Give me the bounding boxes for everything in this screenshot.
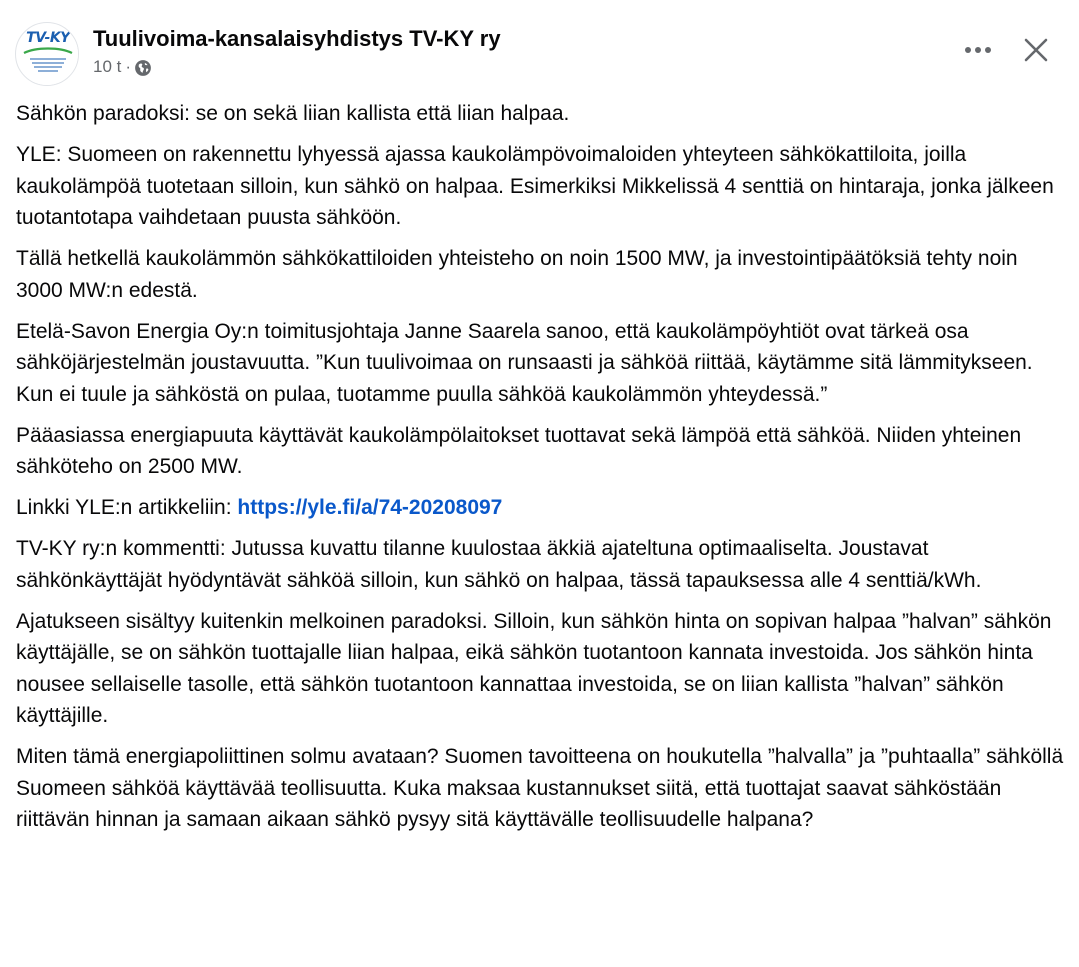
globe-icon[interactable] [134, 59, 152, 77]
article-link[interactable]: https://yle.fi/a/74-20208097 [237, 496, 503, 519]
link-prefix: Linkki YLE:n artikkeliin: [16, 496, 238, 519]
post-body [16, 98, 1066, 845]
page-name-link[interactable]: Tuulivoima-kansalaisyhdistys TV-KY ry [93, 26, 501, 51]
post-paragraph: Etelä-Savon Energia Oy:n toimitusjohtaja Janne Saarela sanoo, että kaukolämpöyhtiöt ovat tärkeä osa sähköjärjestelmän joustavuutta. ”Kun tuulivoimaa on runsaasti ja sähköä riittää, käytämme sitä lämmitykseen. Kun ei tuule ja sähköstä on pulaa, tuotamme puulla sähköä kaukolämmön yhteydessä.” [16, 319, 1033, 406]
post-meta [93, 57, 152, 77]
post-header [0, 0, 1079, 96]
avatar-logo-text: TV-KY [26, 30, 70, 46]
close-button[interactable] [1014, 28, 1058, 72]
more-options-button[interactable] [958, 30, 998, 70]
post-paragraph: YLE: Suomeen on rakennettu lyhyessä ajassa kaukolämpövoimaloiden yhteyteen sähkökattiloita, joilla kaukolämpöä tuotetaan silloin, kun sähkö on halpaa. Esimerkiksi Mikkelissä 4 senttiä on hintaraja, jonka jälkeen tuotantotapa vaihdetaan puusta sähköön. [16, 143, 1054, 229]
close-icon [1024, 38, 1048, 62]
meta-separator: · [125, 57, 132, 76]
post-paragraph: TV-KY ry:n kommentti: Jutussa kuvattu tilanne kuulostaa äkkiä ajateltuna optimaaliselta. Joustavat sähkönkäyttäjät hyödyntävät sähköä silloin, kun sähkö on halpaa, tässä tapauksessa alle 4 senttiä/kWh. [16, 537, 982, 592]
more-horizontal-icon [964, 46, 992, 54]
post-timestamp[interactable]: 10 t [93, 57, 122, 76]
post-paragraph: Miten tämä energiapoliittinen solmu avataan? Suomen tavoitteena on houkutella ”halvalla” ja ”puhtaalla” sähköllä Suomeen sähköä käyttävää teollisuutta. Kuka maksaa kustannukset siitä, että tuottajat saavat sähköstään riittävän hinnan ja samaan aikaan sähkö pysyy sitä käyttävälle teollisuudelle halpana? [16, 745, 1064, 831]
post-paragraph: Sähkön paradoksi: se on sekä liian kallista että liian halpaa. [16, 102, 570, 125]
link-paragraph [16, 492, 1066, 524]
post-paragraph: Ajatukseen sisältyy kuitenkin melkoinen paradoksi. Silloin, kun sähkön hinta on sopivan halpaa ”halvan” sähkön käyttäjälle, se on sähkön tuottajalle liian halpaa, eikä sähkön tuotantoon kannata investoida. Jos sähkön hinta nousee sellaiselle tasolle, että sähkön tuotantoon kannattaa investoida, se on liian kallista ”halvan” sähkön käyttäjille. [16, 609, 1052, 727]
page-avatar[interactable] [15, 22, 79, 86]
post-paragraph: Tällä hetkellä kaukolämmön sähkökattiloiden yhteisteho on noin 1500 MW, ja investointipäätöksiä tehty noin 3000 MW:n edestä. [16, 247, 1018, 302]
post-paragraph: Pääasiassa energiapuuta käyttävät kaukolämpölaitokset tuottavat sekä lämpöä että sähköä. Niiden yhteinen sähköteho on 2500 MW. [16, 423, 1022, 478]
